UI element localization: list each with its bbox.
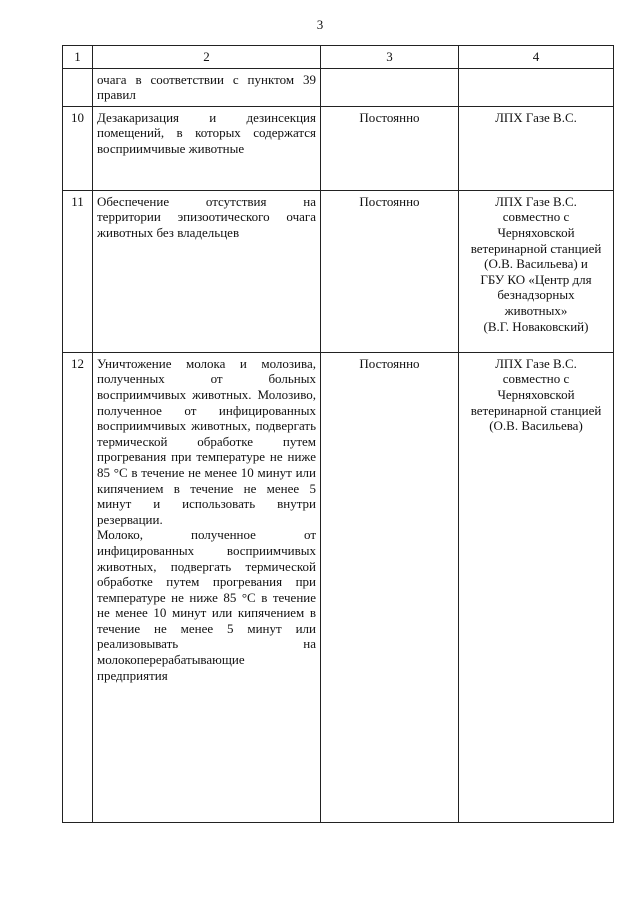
row-responsible xyxy=(459,106,614,190)
responsible-line: ветеринарной станцией xyxy=(470,402,602,418)
continuation-term-empty xyxy=(321,68,459,106)
row-term: Постоянно xyxy=(321,352,459,822)
table-row-10 xyxy=(63,106,614,190)
header-col-4: 4 xyxy=(459,46,614,69)
continuation-description: очага в соответствии с пунктом 39 правил xyxy=(93,68,321,106)
responsible-line: ГБУ КО «Центр для xyxy=(480,271,592,287)
responsible-line: совместно с xyxy=(502,371,570,387)
responsible-line: (О.В. Васильева) и xyxy=(484,256,588,272)
row-term: Постоянно xyxy=(321,190,459,352)
responsible-line: животных» xyxy=(504,302,568,318)
responsible-line: совместно с xyxy=(502,209,570,225)
row-responsible xyxy=(459,352,614,822)
responsible-line: ветеринарной станцией xyxy=(470,240,602,256)
description-paragraph-milk: Молоко, полученное от инфицированных восприимчивых животных, подвергать термической обработке путем прогревания при температуре не ниже 85 °С в течение не менее 10 минут или кипячением в течение не менее 5 минут или реализовывать на молокоперерабатывающие предприятия xyxy=(97,527,316,683)
table-header-row xyxy=(63,46,614,69)
row-number: 12 xyxy=(63,352,93,822)
table-row-continuation xyxy=(63,68,614,106)
responsible-line: ЛПХ Газе В.С. xyxy=(495,355,577,371)
row-description: Обеспечение отсутствия на территории эпизоотического очага животных без владельцев xyxy=(93,190,321,352)
row-num-empty xyxy=(63,68,93,106)
responsible-line: Черняховской xyxy=(497,224,575,240)
responsible-line: ЛПХ Газе В.С. xyxy=(495,109,577,125)
table-row-11 xyxy=(63,190,614,352)
row-description: Дезакаризация и дезинсекция помещений, в которых содержатся восприимчивые животные xyxy=(93,106,321,190)
row-number: 10 xyxy=(63,106,93,190)
row-term: Постоянно xyxy=(321,106,459,190)
row-responsible xyxy=(459,190,614,352)
responsible-line: ЛПХ Газе В.С. xyxy=(495,193,577,209)
responsible-line: (В.Г. Новаковский) xyxy=(483,318,589,334)
header-col-2: 2 xyxy=(93,46,321,69)
table-row-12 xyxy=(63,352,614,822)
page-number: 3 xyxy=(316,17,324,32)
responsible-line: безнадзорных xyxy=(497,287,575,303)
row-description xyxy=(93,352,321,822)
responsible-line: Черняховской xyxy=(497,386,575,402)
description-paragraph-colostrum: Уничтожение молока и молозива, полученных от больных восприимчивых животных. Молозиво, полученное от инфицированных восприимчивых животных, подвергать термической обработке путем прогревания при температуре не ниже 85 °С в течение не менее 10 минут или кипячением в течение не менее 5 минут и использовать внутри резервации. xyxy=(97,355,316,527)
header-col-1: 1 xyxy=(63,46,93,69)
measures-table xyxy=(62,45,614,823)
header-col-3: 3 xyxy=(321,46,459,69)
responsible-line: (О.В. Васильева) xyxy=(489,418,583,434)
continuation-responsible-empty xyxy=(459,68,614,106)
row-number: 11 xyxy=(63,190,93,352)
